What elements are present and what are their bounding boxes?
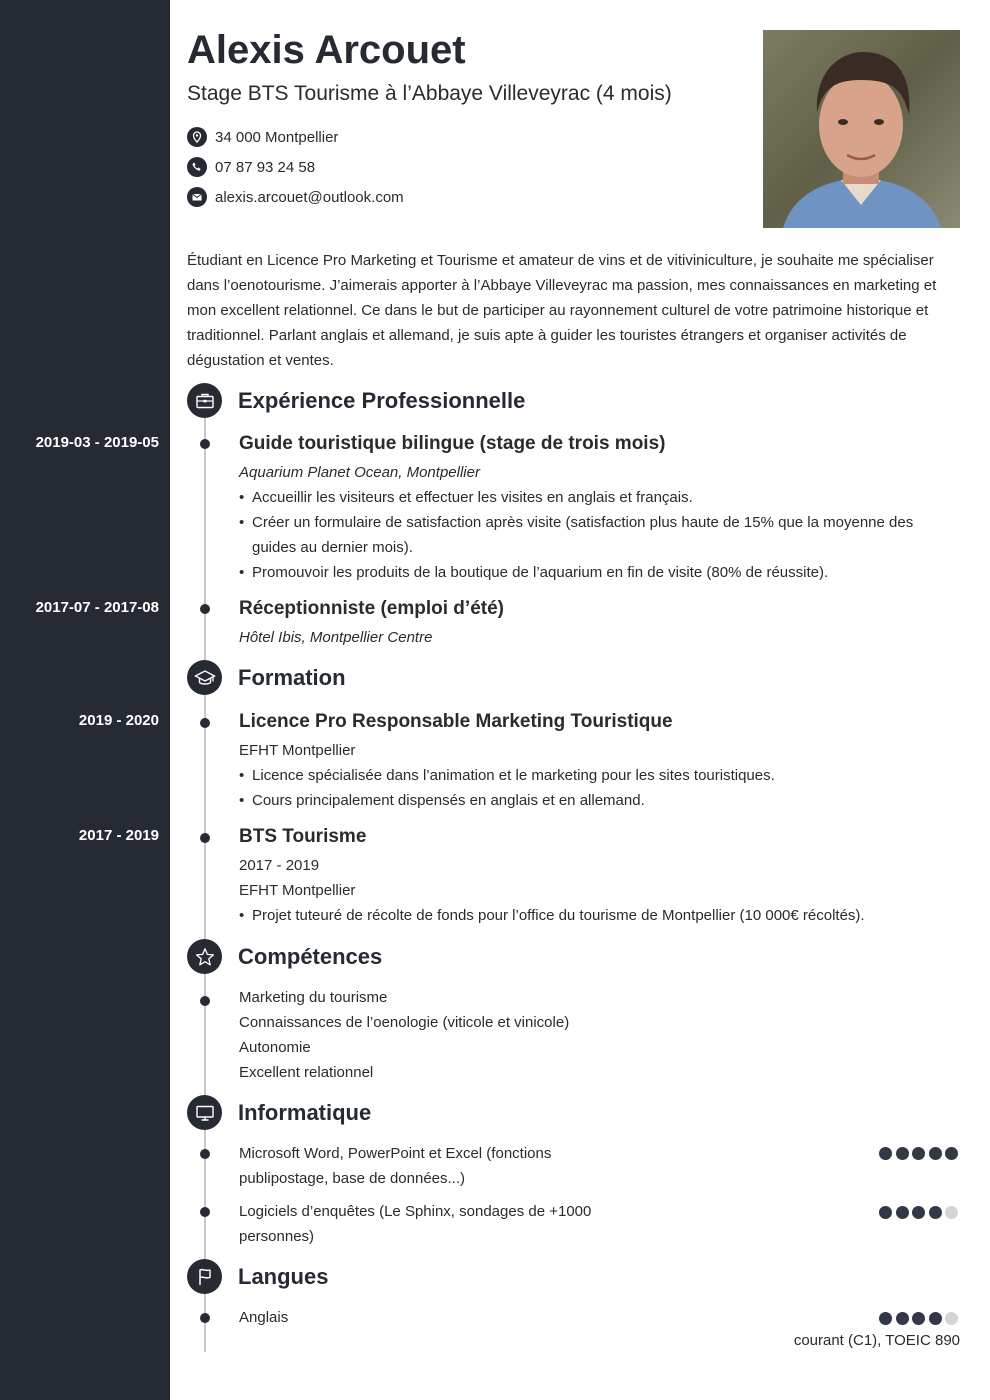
profile-photo — [763, 30, 960, 228]
bullet-item: • Projet tuteuré de récolte de fonds pour l’office du tourisme de Montpellier (10 000€ récoltés). — [239, 903, 960, 928]
timeline-dot — [200, 1313, 210, 1323]
rating-dot-filled — [879, 1147, 892, 1160]
entry-title: BTS Tourisme — [239, 826, 367, 847]
entry-period: 2017 - 2019 — [239, 857, 320, 874]
left-sidebar — [0, 0, 170, 1400]
timeline-dot — [200, 604, 210, 614]
job-target-title: Stage BTS Tourisme à l’Abbaye Villeveyrac (4 mois) — [187, 82, 672, 105]
language-rating — [879, 1312, 962, 1325]
section-title-text: Informatique — [238, 1099, 372, 1125]
timeline-dot — [200, 833, 210, 843]
skill-rating — [879, 1206, 962, 1219]
timeline-dot — [200, 718, 210, 728]
experience-entry — [239, 597, 960, 650]
contact-phone — [187, 152, 747, 182]
education-entry — [239, 710, 960, 813]
rating-dot-filled — [945, 1147, 958, 1160]
rating-dot-filled — [896, 1312, 909, 1325]
rating-dot-empty — [945, 1206, 958, 1219]
entry-title: Guide touristique bilingue (stage de trois mois) — [239, 433, 666, 454]
flag-icon — [187, 1259, 222, 1294]
entry-dates: 2017-07 - 2017-08 — [35, 599, 159, 616]
monitor-icon — [187, 1095, 222, 1130]
entry-bullets — [239, 763, 960, 813]
entry-school: EFHT Montpellier — [239, 882, 356, 899]
section-title-text: Langues — [238, 1263, 329, 1289]
contact-address-text: 34 000 Montpellier — [215, 128, 339, 146]
rating-dot-filled — [929, 1147, 942, 1160]
location-pin-icon — [187, 127, 207, 147]
entry-bullets — [239, 903, 960, 928]
it-skill-label: Logiciels d’enquêtes (Le Sphinx, sondages de +1000 personnes) — [239, 1203, 592, 1245]
section-title-text: Expérience Professionnelle — [238, 387, 526, 413]
entry-school: EFHT Montpellier — [239, 742, 356, 759]
skill-item: Autonomie — [239, 1039, 311, 1056]
briefcase-icon — [187, 383, 222, 418]
bullet-item: • Créer un formulaire de satisfaction après visite (satisfaction plus haute de 15% que la moyenne des guides au dernier mois). — [239, 510, 960, 560]
bullet-item: • Licence spécialisée dans l’animation et le marketing pour les sites touristiques. — [239, 763, 960, 788]
section-languages — [187, 1259, 328, 1294]
rating-dot-filled — [879, 1312, 892, 1325]
bullet-item: • Accueillir les visiteurs et effectuer les visites en anglais et français. — [239, 485, 960, 510]
bullet-item: • Promouvoir les produits de la boutique de l’aquarium en fin de visite (80% de réussite). — [239, 560, 960, 585]
entry-dates: 2017 - 2019 — [78, 827, 159, 844]
email-icon — [187, 187, 207, 207]
language-level: courant (C1), TOEIC 890 — [793, 1332, 960, 1349]
timeline-dot — [200, 996, 210, 1006]
entry-dates: 2019-03 - 2019-05 — [35, 434, 159, 451]
contact-list — [187, 122, 747, 212]
skill-rating — [879, 1147, 962, 1160]
contact-address — [187, 122, 747, 152]
rating-dot-filled — [879, 1206, 892, 1219]
rating-dot-empty — [945, 1312, 958, 1325]
contact-email-text: alexis.arcouet@outlook.com — [215, 188, 404, 206]
section-title-text: Formation — [238, 664, 346, 690]
section-skills — [187, 939, 382, 974]
entry-organization: Aquarium Planet Ocean, Montpellier — [239, 464, 480, 481]
entry-dates: 2019 - 2020 — [78, 712, 159, 729]
timeline-dot — [200, 1207, 210, 1217]
rating-dot-filled — [912, 1147, 925, 1160]
entry-organization: Hôtel Ibis, Montpellier Centre — [239, 629, 433, 646]
section-title-text: Compétences — [238, 943, 383, 969]
rating-dot-filled — [929, 1206, 942, 1219]
section-education — [187, 660, 346, 695]
entry-title: Réceptionniste (emploi d’été) — [239, 598, 504, 619]
timeline-dot — [200, 439, 210, 449]
section-experience — [187, 383, 525, 418]
rating-dot-filled — [896, 1147, 909, 1160]
star-icon — [187, 939, 222, 974]
graduation-cap-icon — [187, 660, 222, 695]
education-entry — [239, 825, 960, 928]
entry-title: Licence Pro Responsable Marketing Touristique — [239, 711, 673, 732]
experience-entry — [239, 432, 960, 585]
rating-dot-filled — [912, 1312, 925, 1325]
skill-item: Excellent relationnel — [239, 1064, 374, 1081]
it-skill-label: Microsoft Word, PowerPoint et Excel (fonctions publipostage, base de données...) — [239, 1145, 552, 1187]
contact-email — [187, 182, 747, 212]
phone-icon — [187, 157, 207, 177]
timeline-dot — [200, 1149, 210, 1159]
rating-dot-filled — [896, 1206, 909, 1219]
section-it — [187, 1095, 371, 1130]
skill-item: Connaissances de l’oenologie (viticole et vinicole) — [239, 1014, 570, 1031]
header — [187, 28, 747, 212]
rating-dot-filled — [912, 1206, 925, 1219]
contact-phone-text: 07 87 93 24 58 — [215, 158, 316, 176]
rating-dot-filled — [929, 1312, 942, 1325]
profile-summary: Étudiant en Licence Pro Marketing et Tourisme et amateur de vins et de vitiviniculture, je souhaite me spécialiser dans l’oenotourisme. J’aimerais apporter à l’Abbaye Villeveyrac ma passion, mes connaissances en marketing et mon excellent relationnel. Ce dans le but de participer au rayonnement culturel de votre patrimoine historique et traditionnel. Parlant anglais et allemand, je suis apte à guider les touristes étrangers et organiser activités de dégustation et ventes. — [187, 252, 937, 369]
skill-item: Marketing du tourisme — [239, 989, 388, 1006]
bullet-item: • Cours principalement dispensés en anglais et en allemand. — [239, 788, 960, 813]
entry-bullets — [239, 485, 960, 585]
language-name: Anglais — [239, 1309, 289, 1326]
candidate-name: Alexis Arcouet — [187, 28, 466, 72]
